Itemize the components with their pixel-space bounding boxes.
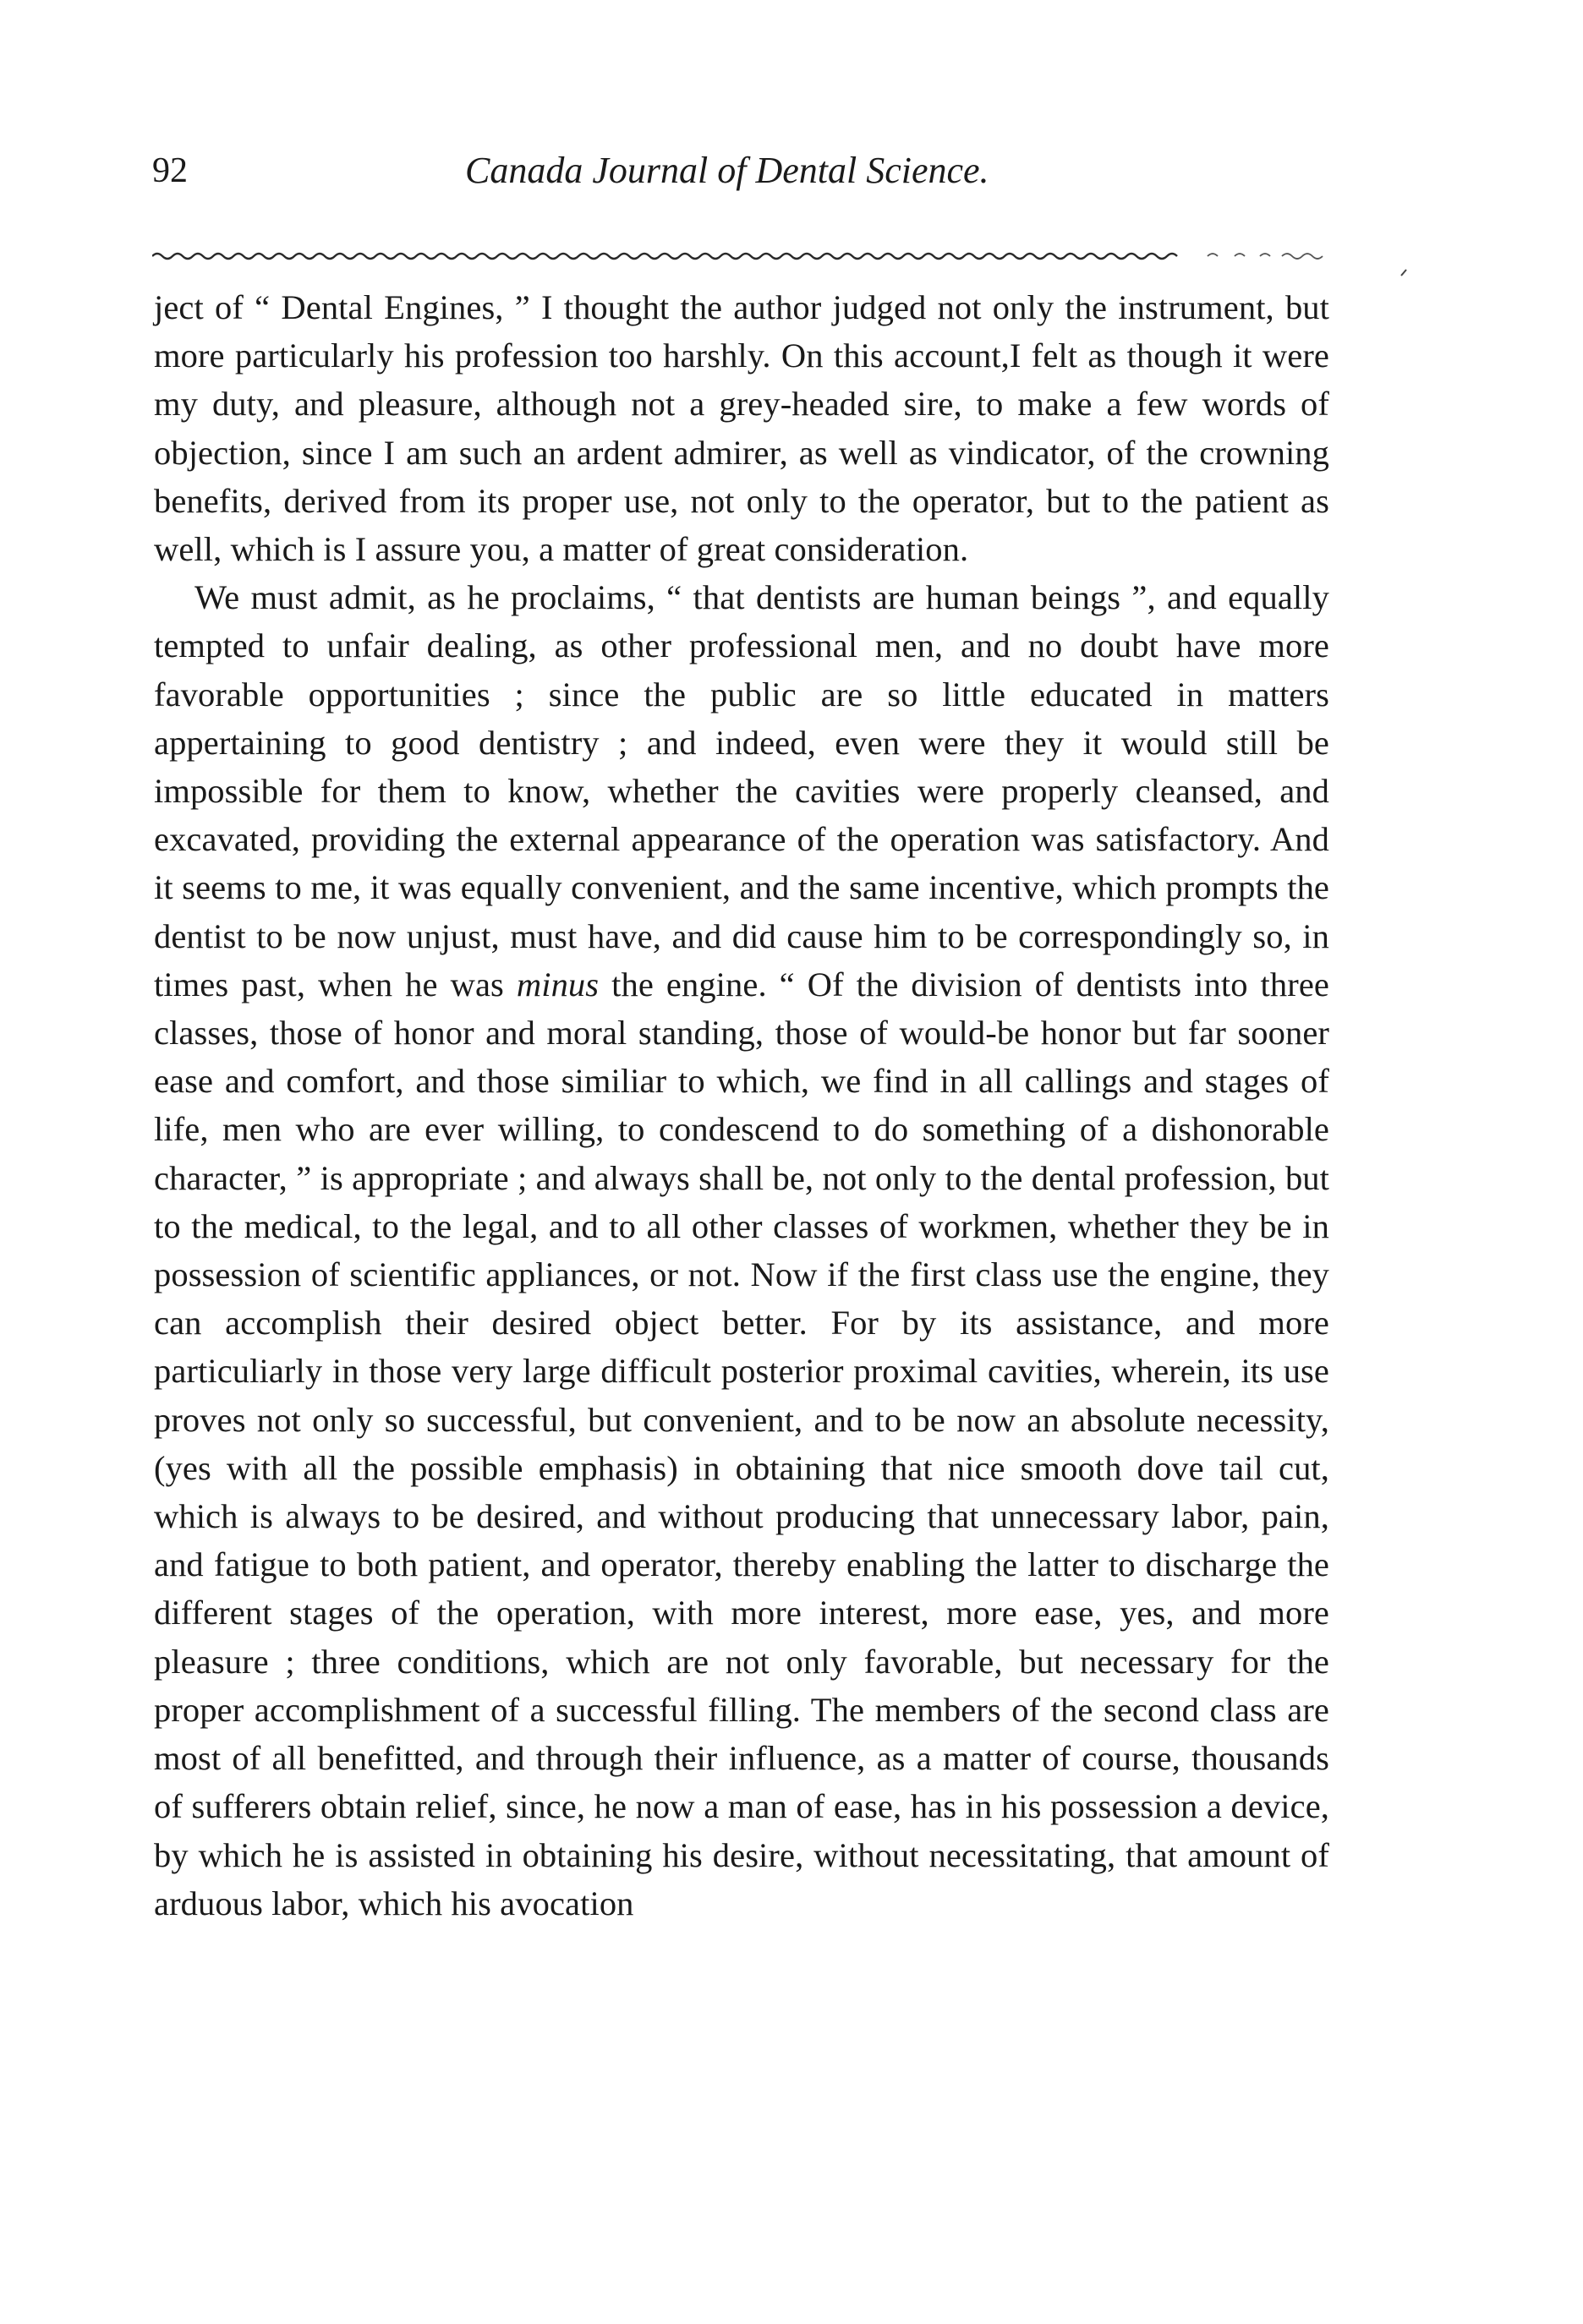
paragraph-2-text-end: the engine. “ Of the division of dentists into three classes, those of honor and moral standing, those of would-be honor but far sooner ease and comfort, and those similiar to which, we find in all callings and stages of life, men who are ever willing, to condescend to do something of a dishonorable character, ” is appropriate ; and always shall be, not only to the dental profession, but to the medical, to the legal, and to all other classes of workmen, whether they be in possession of scientific appliances, or not. Now if the first class use the engine, they can accomplish their desired object better. For by its assistance, and more particuliarly in those very large difficult posterior proximal cavities, wherein, its use proves not only so successful, but convenient, and to be now an absolute necessity, (yes with all the possible emphasis) in obtaining that nice smooth dove tail cut, which is always to be desired, and without producing that unnecessary labor, pain, and fatigue to both patient, and operator, thereby enabling the latter to discharge the different stages of the operation, with more interest, more ease, yes, and more pleasure ; three conditions, which are not only favorable, but necessary for the proper accomplishment of a successful filling. The members of the second class are most of all benefitted, and through their influence, as a matter of course, thousands of sufferers obtain relief, since, he now a man of ease, has in his possession a device, by which he is assisted in obtaining his desire, without necessitating, that amount of arduous labor, which his avocation [154, 965, 1329, 1922]
article-body [154, 283, 1329, 1928]
paragraph-2-text-start: We must admit, as he proclaims, “ that dentists are human beings ”, and equally tempted to unfair dealing, as other professional men, and no doubt have more favorable opportunities ; since the public are so little educated in matters appertaining to good dentistry ; and indeed, even were they it would still be impossible for them to know, whether the cavities were properly cleansed, and excavated, providing the external appearance of the operation was satisfactory. And it seems to me, it was equally convenient, and the same incentive, which prompts the dentist to be now unjust, must have, and did cause him to be correspondingly so, in times past, when he was [154, 578, 1329, 1003]
stray-mark [1399, 267, 1409, 277]
paragraph-1 [154, 283, 1329, 573]
ornamental-rule [152, 249, 1324, 264]
paragraph-1-text: ject of “ Dental Engines, ” I thought the author judged not only the instrument, but more particularly his profession too harshly. On this account,I felt as though it were my duty, and pleasure, although not a grey-headed sire, to make a few words of objection, since I am such an ardent admirer, as well as vindicator, of the crowning benefits, derived from its proper use, not only to the operator, but to the patient as well, which is I assure you, a matter of great consideration. [154, 288, 1329, 569]
page-number: 92 [152, 151, 188, 190]
paragraph-2 [154, 573, 1329, 1928]
page-header [152, 145, 1336, 205]
running-title: Canada Journal of Dental Science. [465, 150, 989, 191]
emphasis-minus: minus [516, 965, 600, 1003]
